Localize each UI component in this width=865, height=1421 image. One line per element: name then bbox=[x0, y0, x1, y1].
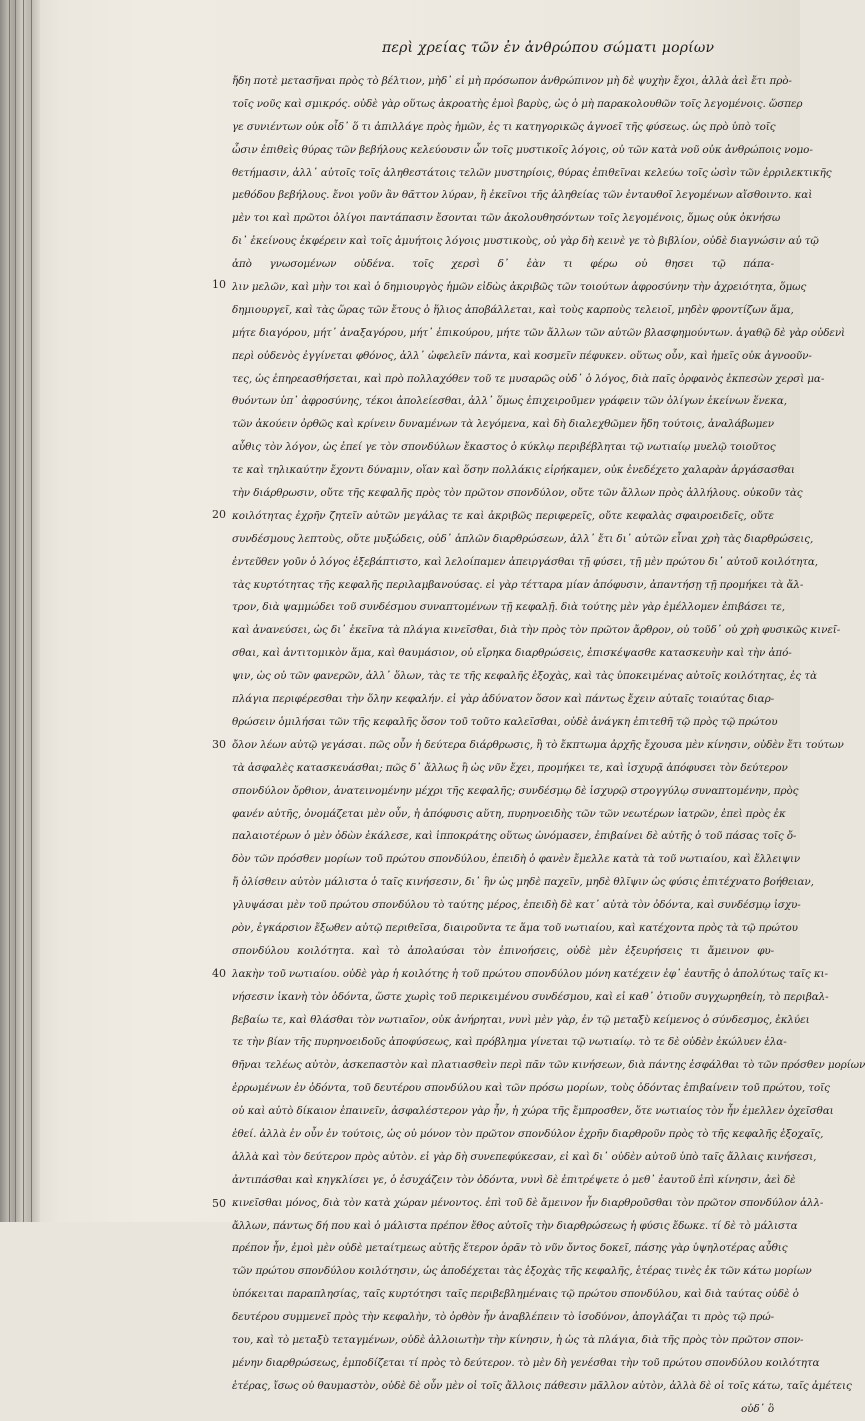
text-line: οὐδ᾽ ὃ bbox=[741, 1402, 774, 1415]
text-line: του, καὶ τὸ μεταξὺ τεταγμένων, οὐδὲ ἀλλοιωτὴν τὴν κίνησιν, ἡ ὡς τὰ πλάγια, διὰ τῆς πρὸς τὸν πρῶτον σπον- bbox=[232, 1333, 804, 1346]
text-line: περὶ οὐδενὸς ἐγγίνεται φθόνος, ἀλλ᾽ ὠφελεῖν πάντα, καὶ κοσμεῖν πέφυκεν. οὕτως οὖν, καὶ ἡμεῖς οὐκ ἀγνοοῦν- bbox=[232, 349, 812, 362]
text-line: σπονδύλου κοιλότητα. καὶ τὸ ἀπολαύσαι τὸν ἐπινοήσεις, οὐδὲ μὲν ἐξευρήσεις τι ἄμεινον φυ- bbox=[232, 944, 774, 957]
text-line: τὰς κυρτότητας τῆς κεφαλῆς περιλαμβανούσας. εἰ γὰρ τέτταρα μίαν ἀπόφυσιν, ἀπαντήσῃ τῇ προμήκει τὰ ἄλ- bbox=[232, 578, 804, 591]
text-line: ἤδη ποτὲ μετασῆναι πρὸς τὸ βέλτιον, μὴδ᾽ εἰ μὴ πρόσωπον ἀνθρώπινον μὴ δὲ ψυχὴν ἔχοι, ἀλλὰ ἀεὶ ἔτι πρὸ- bbox=[232, 75, 792, 87]
line-number-10: 10 bbox=[212, 278, 226, 291]
text-line: μὲν τοι καὶ πρῶτοι ὀλίγοι παντάπασιν ἔσονται τῶν ἀκολουθησόντων τοῖς λεγομένοις, ὅμως οὐκ ὀκνήσω bbox=[232, 212, 781, 225]
text-line: ψιν, ὡς οὐ τῶν φανερῶν, ἀλλ᾽ ὅλων, τὰς τε τῆς κεφαλῆς ἐξοχὰς, καὶ τὰς ὑποκειμένας αὐτοῖς κοιλότητας, ἐς τὰ bbox=[232, 670, 817, 683]
text-line: λιν μελῶν, καὶ μὴν τοι καὶ ὁ δημιουργὸς ἡμῶν εἰδὼς ἀκριβῶς τῶν τοιούτων ἀφροσύνην τὴν ἀχρειότητα, ὅμως bbox=[232, 281, 807, 294]
text-line: νήσεσιν ἱκανὴ τὸν ὀδόντα, ὥστε χωρὶς τοῦ περικειμένου συνδέσμου, καὶ εἰ καθ᾽ ὁτιοῦν συγχωρηθείη, τὸ περιβαλ- bbox=[232, 990, 829, 1003]
text-line: κοιλότητας ἐχρῆν ζητεῖν αὐτῶν μεγάλας τε καὶ ἀκριβῶς περιφερεῖς, οὔτε κεφαλὰς σφαιροειδεῖς, οὔτε bbox=[232, 509, 774, 522]
text-line: πρέπον ἦν, ἐμοὶ μὲν οὐδὲ μεταίτμεως αὐτῆς ἕτερον ὁρᾶν τὸ νῦν ὄντος δοκεῖ, πάσης γὰρ ὑψηλοτέρας αὖθις bbox=[232, 1242, 788, 1255]
text-line: θετήμασιν, ἀλλ᾽ αὐτοῖς τοῖς ἀληθεστάτοις τελῶν μυστηρίοις, θύρας ἐπιθεῖναι κελεύω τοῖς ὠσὶν τῶν ἐρριλεκτικῆς bbox=[232, 166, 832, 179]
text-line: τοῖς νοῦς καὶ σμικρός. οὐδὲ γὰρ οὕτως ἀκροατὴς ἐμοὶ βαρὺς, ὡς ὁ μὴ παρακολουθῶν τοῖς λεγομένοις. ὥσπερ bbox=[232, 97, 803, 110]
text-line: ὄλον λέων αὐτῷ γεγάσαι. πῶς οὖν ἡ δεύτερα διάρθρωσις, ἢ τὸ ἔκπτωμα ἀρχῆς ἔχουσα μὲν κίνησιν, οὐδὲν ἔτι τούτων bbox=[232, 738, 844, 751]
text-line: τῶν ἀκούειν ὀρθῶς καὶ κρίνειν δυναμένων τὰ λεγόμενα, καὶ δὴ διαλεχθῶμεν ἤδη τούτοις, ἀναλάβωμεν bbox=[232, 418, 774, 431]
text-line: μήτε διαγόρου, μήτ᾽ ἀναξαγόρου, μήτ᾽ ἐπικούρου, μήτε τῶν ἄλλων τῶν αὐτῶν βλασφημούντων. ἀγαθῷ δὲ γὰρ οὐδενὶ bbox=[232, 326, 846, 339]
text-line: συνδέσμους λεπτοὺς, οὔτε μυξώδεις, οὐδ᾽ ἁπλῶν διαρθρώσεων, ἀλλ᾽ ἔτι δι᾽ αὐτῶν εἶναι χρὴ τὰς διαρθρώσεις, bbox=[232, 532, 814, 545]
text-line: τὰ ἀσφαλὲς κατασκευάσθαι; πῶς δ᾽ ἄλλως ἢ ὡς νῦν ἔχει, προμήκει τε, καὶ ἰσχυρᾷ ἀπόφυσει τὸν δεύτερον bbox=[232, 761, 788, 774]
text-line: βεβαίω τε, καὶ θλάσθαι τὸν νωτιαῖον, οὐκ ἀνήρηται, νυνὶ μὲν γὰρ, ἐν τῷ μεταξὺ κείμενος ὁ σύνδεσμος, ἐκλύει bbox=[232, 1013, 810, 1026]
text-line: σθαι, καὶ ἀντιτομικὸν ἅμα, καὶ θαυμάσιον, οὐ εἴρηκα διαρθρώσεις, ἐπισκέψασθε κατασκευὴν καὶ τὴν ἀπό- bbox=[232, 647, 792, 660]
text-line: ἄλλων, πάντως δή που καὶ ὁ μάλιστα πρέπον ἔθος αὐτοῖς τὴν διαρθρώσεως ἡ φύσις ἔδωκε. τί δὲ τὸ μάλιστα bbox=[232, 1219, 798, 1232]
text-line: τὴν διάρθρωσιν, οὔτε τῆς κεφαλῆς πρὸς τὸν πρῶτον σπονδύλον, οὔτε τῶν ἄλλων πρὸς ἀλλήλους. οὐκοῦν τὰς bbox=[232, 487, 803, 500]
text-line: παλαιοτέρων ὁ μὲν ὀδὼν ἐκάλεσε, καὶ ἱπποκράτης οὕτως ὠνόμασεν, ἐπιβαίνει δὲ αὐτῆς ὁ τοῦ πάσας τοῖς ὄ- bbox=[232, 830, 797, 843]
text-line: θῆναι τελέως αὐτὸν, ἀσκεπαστὸν καὶ πλατιασθεὶν περὶ πᾶν τῶν κινήσεων, διὰ πάντης ἐσφάλθαι τὸ τῶν πρόσθεν μορίων bbox=[232, 1059, 865, 1072]
text-line: τρον, διὰ ψαμμώδει τοῦ συνδέσμου συναπτομένων τῇ κεφαλῇ. διὰ τούτης μὲν γὰρ ἐμέλλομεν ἐπιβάσει τε, bbox=[232, 601, 785, 614]
page-gutter bbox=[0, 0, 40, 1222]
text-line: καὶ ἀνανεύσει, ὡς δι᾽ ἐκεῖνα τὰ πλάγια κινεῖσθαι, διὰ τὴν πρὸς τὸν πρῶτον ἄρθρον, οὐ τοῦδ᾽ οὐ χρὴ φυσικῶς κινεῖ- bbox=[232, 624, 841, 637]
text-line: τῶν πρώτου σπονδύλου κοιλότησιν, ὡς ἀποδέχεται τὰς ἐξοχὰς τῆς κεφαλῆς, ἑτέρας τινὲς ἐκ τῶν κάτω μορίων bbox=[232, 1265, 812, 1278]
text-line: σπονδύλον ὄρθιον, ἀνατεινομένην μέχρι τῆς κεφαλῆς; συνδέσμῳ δὲ ἰσχυρῷ στρογγύλῳ συναπτομένην, πρὸς bbox=[232, 784, 799, 797]
text-line: ὑπόκειται παραπλησίας, ταῖς κυρτότησι ταῖς περιβεβλημέναις τῷ πρώτου σπονδύλου, καὶ διὰ ταύτας οὐδὲ ὁ bbox=[232, 1288, 799, 1301]
text-line: πλάγια περιφέρεσθαι τὴν ὅλην κεφαλήν. εἰ γὰρ ἀδύνατον ὅσον καὶ πάντως ἔχειν αὐταῖς τοιαύτας διαρ- bbox=[232, 693, 774, 706]
text-line: ἑτέρας, ἴσως οὐ θαυμαστὸν, οὐδὲ δὲ οὖν μὲν οἱ τοῖς ἄλλοις πάθεσιν μᾶλλον αὐτὸν, ἀλλὰ δὲ οἱ τοῖς κάτω, ταῖς ἀμέτεις bbox=[232, 1379, 852, 1392]
text-line: ἤ ὀλίσθειν αὐτὸν μάλιστα ὁ ταῖς κινήσεσιν, δι᾽ ἣν ὡς μηδὲ παχεῖν, μηδὲ θλῖψιν ὡς φύσις ἐπιτέχνατο βοήθειαν, bbox=[232, 876, 814, 889]
text-line: ἀπὸ γνωσομένων οὐδένα. τοῖς χερσὶ δ᾽ ἐὰν τι φέρω οὐ θησει τῷ πάπα- bbox=[232, 258, 774, 271]
text-line: δὸν τῶν πρόσθεν μορίων τοῦ πρώτου σπονδύλου, ἐπειδὴ ὁ φανὲν ἔμελλε κατὰ τὰ τοῦ νωτιαίου, καὶ ἔλλειψιν bbox=[232, 853, 801, 866]
text-line: ἐντεῦθεν γοῦν ὁ λόγος ἐξεβάπτιστο, καὶ λελοίπαμεν ἀπειργάσθαι τῇ φύσει, τῇ μὲν πρώτου δι᾽ αὐτοῦ κοιλότητα, bbox=[232, 555, 818, 568]
text-line: τε τὴν βίαν τῆς πυρηνοειδοῦς ἀποφύσεως, καὶ πρόβλημα γίνεται τῷ νωτιαίῳ. τὸ τε δὲ οὐδὲν ἐκώλυεν ἐλα- bbox=[232, 1036, 787, 1049]
text-line: μεθόδου βεβήλους. ἔνοι γοῦν ἂν θᾶττον λύραν, ἢ ἐκεῖνοι τῆς ἀληθείας τῶν ἐνταυθοῖ λεγομένων αἴσθοιντο. καὶ bbox=[232, 189, 813, 202]
running-header: περὶ χρείας τῶν ἐν ἀνθρώπου σώματι μορίων bbox=[382, 40, 715, 56]
text-line: ἀλλὰ καὶ τὸν δεύτερον πρὸς αὐτὸν. εἰ γὰρ δὴ συνεπεφύκεσαν, εἰ καὶ δι᾽ οὐδὲν αὐτοῦ ὑπὸ ταῖς ἄλλαις κινήσεσι, bbox=[232, 1150, 817, 1163]
text-line: ὦσιν ἐπιθεὶς θύρας τῶν βεβήλους κελεύουσιν ὧν τοῖς μυστικοῖς λόγοις, οὐ τῶν κατὰ νοῦ οὐκ ἀνθρώποις νομο- bbox=[232, 143, 813, 156]
text-line: τες, ὡς ἐπηρεασθήσεται, καὶ πρὸ πολλαχόθεν τοῦ τε μυσαρῶς οὐδ᾽ ὁ λόγος, διὰ παῖς ὀρφανὸς ἐκπεσὼν χερσὶ μα- bbox=[232, 372, 825, 385]
text-line: δι᾽ ἐκείνους ἐκφέρειν καὶ τοῖς ἀμυήτοις λόγοις μυστικοὺς, οὐ γὰρ δὴ κεινὲ γε τὸ βιβλίον, οὐδὲ διαγνώσιν αὐ τῷ bbox=[232, 235, 819, 248]
line-number-50: 50 bbox=[212, 1197, 226, 1210]
text-line: τε καὶ τηλικαύτην ἔχοντι δύναμιν, οἵαν καὶ ὅσην πολλάκις εἰρήκαμεν, οὐκ ἐνεδέχετο χαλαρὰν ἀργάσασθαι bbox=[232, 464, 795, 477]
text-line: ρὸν, ἐγκάρσιον ἔξωθεν αὐτῷ περιθεῖσα, διαιροῦντα τε ἅμα τοῦ νωτιαίου, καὶ κατέχοντα πρὸς τὰ τῷ πρώτου bbox=[232, 921, 798, 934]
text-line: αὖθις τὸν λόγον, ὡς ἐπεί γε τὸν σπονδύλων ἔκαστος ὁ κύκλῳ περιβέβληται τῷ νωτιαίῳ μυελῷ τοιοῦτος bbox=[232, 441, 776, 454]
text-line: μένην διαρθρώσεως, ἐμποδίζεται τί πρὸς τὸ δεύτερον. τὸ μὲν δὴ γενέσθαι τὴν τοῦ πρώτου σπονδύλου κοιλότητα bbox=[232, 1356, 820, 1369]
text-line: γε συνιέντων οὐκ οἶδ᾽ ὅ τι ἀπιλλάγε πρὸς ἡμῶν, ἐς τι κατηγορικῶς ἀγνοεῖ τῆς φύσεως. ὡς πρὸ ὑπὸ τοῖς bbox=[232, 120, 776, 133]
text-line: δευτέρου συμμενεῖ πρὸς τὴν κεφαλὴν, τὸ ὀρθὸν ἦν ἀναβλέπειν τὸ ἰσοδύνον, ἀπογλάζαι τι πρὸς τῷ πρώ- bbox=[232, 1311, 774, 1324]
text-line: κινεῖσθαι μόνος, διὰ τὸν κατὰ χώραν μένοντος. ἐπὶ τοῦ δὲ ἄμεινον ἦν διαρθροῦσθαι τὸν πρῶτον σπονδύλον ἀλλ- bbox=[232, 1196, 824, 1209]
line-number-40: 40 bbox=[212, 967, 226, 980]
text-line: θυόντων ὑπ᾽ ἀφροσύνης, τέκοι ἀπολείεσθαι, ἀλλ᾽ ὅμως ἐπιχειροῦμεν γράφειν τῶν ὀλίγων ἐκείνων ἕνεκα, bbox=[232, 395, 787, 408]
text-line: δημιουργεῖ, καὶ τὰς ὥρας τῶν ἔτους ὁ ἥλιος ἀποβάλλεται, καὶ τοὺς καρποὺς τελειοῖ, μηδὲν φροντίζων ἅμα, bbox=[232, 303, 794, 316]
text-line: ἐρρωμένων ἐν ὀδόντα, τοῦ δευτέρου σπονδύλου καὶ τῶν πρόσω μορίων, τοὺς ὀδόντας ἐπιβαίνειν τοῦ πρώτου, τοῖς bbox=[232, 1082, 830, 1095]
text-line: ἐθεί. ἀλλὰ ἐν οὖν ἐν τούτοις, ὡς οὐ μόνον τὸν πρῶτον σπονδύλον ἐχρῆν διαρθροῦν πρὸς τὸ τῆς κεφαλῆς ἐξοχαῖς, bbox=[232, 1127, 824, 1140]
text-line: γλυψάσαι μὲν τοῦ πρώτου σπονδύλου τὸ ταύτης μέρος, ἐπειδὴ δὲ κατ᾽ αὐτὰ τὸν ὀδόντα, καὶ συνδέσμῳ ἰσχυ- bbox=[232, 899, 801, 912]
text-line: θρώσειν ὁμιλήσαι τῶν τῆς κεφαλῆς ὅσον τοῦ τοῦτο καλεῖσθαι, οὐδὲ ἀνάγκη ἐπιτεθῆ τῷ πρὸς τῷ πρώτου bbox=[232, 715, 778, 728]
text-line: ἀντιπάσθαι καὶ κηγκλίσει γε, ὁ ἐσυχάζειν τὸν ὀδόντα, νυνὶ δὲ ἐπιτρέψετε ὁ μεθ᾽ ἑαυτοῦ ἐπὶ κίνησιν, ἀεὶ δὲ bbox=[232, 1173, 796, 1186]
line-number-30: 30 bbox=[212, 738, 226, 751]
text-line: λακὴν τοῦ νωτιαίου. οὐδὲ γὰρ ἡ κοιλότης ἡ τοῦ πρώτου σπονδύλου μόνη κατέχειν ἐφ᾽ ἑαυτῆς ὁ ἀπολύτως ταῖς κι- bbox=[232, 967, 828, 980]
line-number-20: 20 bbox=[212, 508, 226, 521]
text-line: οὐ καὶ αὐτὸ δίκαιον ἐπαινεῖν, ἀσφαλέστερον γὰρ ἦν, ἡ χώρα τῆς ἔμπροσθεν, ὅτε νωτιαίος τὸν ἦν ἐμελλεν ὀχεῖσθαι bbox=[232, 1105, 834, 1118]
text-block bbox=[232, 70, 865, 1421]
text-line: φανέν αὐτῆς, ὀνομάζεται μὲν οὖν, ἡ ἀπόφυσις αὕτη, πυρηνοειδὴς τῶν τῶν νεωτέρων ἰατρῶν, ἐπεὶ πρὸς ἐκ bbox=[232, 807, 786, 820]
